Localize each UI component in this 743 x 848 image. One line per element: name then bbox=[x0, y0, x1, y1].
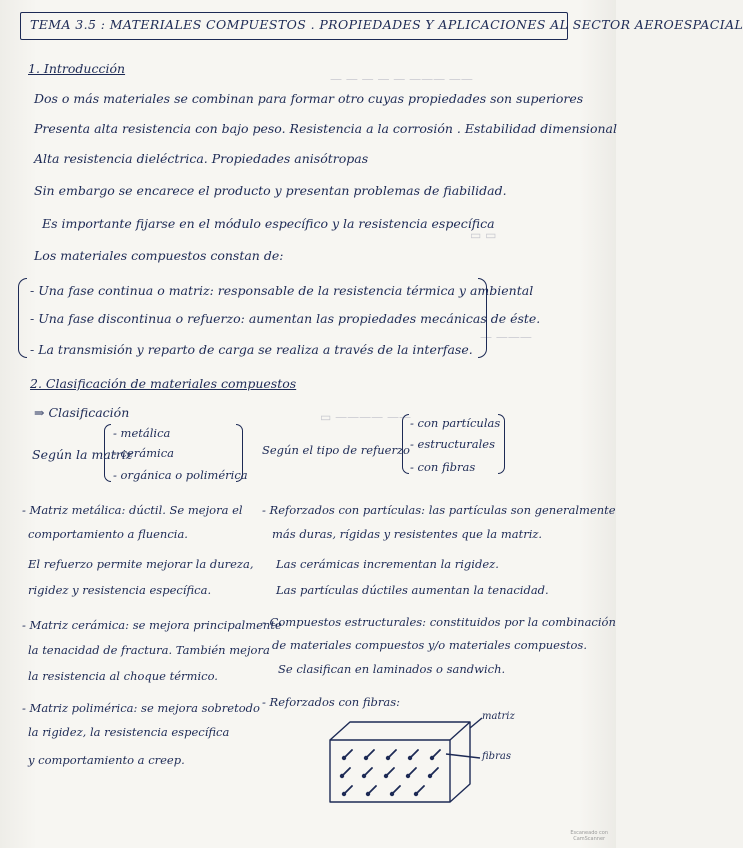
right-brace bbox=[478, 278, 487, 358]
matrix-note-line: y comportamiento a creep. bbox=[28, 753, 185, 767]
classification-subheading: ⇒ Clasificación bbox=[34, 405, 130, 420]
reinforcement-note-line: Se clasifican en laminados o sandwich. bbox=[278, 662, 506, 676]
matrix-item: - cerámica bbox=[113, 446, 175, 460]
intro-line: Sin embargo se encarece el producto y presentan problemas de fiabilidad. bbox=[34, 183, 507, 198]
matrix-note-line: la resistencia al choque térmico. bbox=[28, 669, 218, 683]
matrix-note-line: la rigidez, la resistencia específica bbox=[28, 725, 230, 739]
reinforcement-brace bbox=[402, 414, 409, 474]
intro-line: Alta resistencia dieléctrica. Propiedades anisótropas bbox=[34, 151, 369, 166]
matrix-note-line: - Matriz polimérica: se mejora sobretodo bbox=[22, 701, 260, 715]
bleed-through: ▭ ▭ bbox=[470, 228, 497, 242]
reinforcement-note-line: Las cerámicas incrementan la rigidez. bbox=[276, 557, 499, 571]
reinforcement-note-line: - Reforzados con partículas: las partículas son generalmente bbox=[262, 503, 616, 517]
matrix-note-line: comportamiento a fluencia. bbox=[28, 527, 188, 541]
matrix-note-line: - Matriz cerámica: se mejora principalmente bbox=[22, 618, 282, 632]
page-title: TEMA 3.5 : MATERIALES COMPUESTOS . PROPIEDADES Y APLICACIONES AL SECTOR AEROESPACIAL bbox=[30, 17, 743, 32]
intro-line: Es importante fijarse en el módulo específico y la resistencia específica bbox=[42, 216, 495, 231]
reinforcement-note-line: más duras, rígidas y resistentes que la matriz. bbox=[272, 527, 543, 541]
matrix-note-line: la tenacidad de fractura. También mejora bbox=[28, 643, 270, 657]
scanner-line: Escaneado con bbox=[570, 830, 608, 836]
component-line: - Una fase continua o matriz: responsable de la resistencia térmica y ambiental bbox=[30, 283, 534, 298]
section-heading-introduction: 1. Introducción bbox=[28, 61, 126, 76]
intro-line: Los materiales compuestos constan de: bbox=[34, 248, 284, 263]
scanner-watermark bbox=[570, 830, 608, 842]
matrix-brace-close bbox=[236, 424, 243, 482]
matrix-note-line: rigidez y resistencia específica. bbox=[28, 583, 212, 597]
intro-line: Dos o más materiales se combinan para formar otro cuyas propiedades son superiores bbox=[34, 91, 584, 106]
matrix-note-line: - Matriz metálica: dúctil. Se mejora el bbox=[22, 503, 243, 517]
reinforcement-note-line: de materiales compuestos y/o materiales compuestos. bbox=[272, 638, 587, 652]
reinforcement-item: - estructurales bbox=[410, 437, 495, 451]
reinforcement-item: - con fibras bbox=[410, 460, 476, 474]
reinforcement-note-line: Las partículas dúctiles aumentan la tenacidad. bbox=[276, 583, 549, 597]
reinforcement-brace-close bbox=[498, 414, 505, 474]
bleed-through: — — — — — ——— —— bbox=[330, 72, 473, 86]
section-heading-classification: 2. Clasificación de materiales compuestos bbox=[30, 376, 297, 391]
bleed-through: — ——— bbox=[480, 330, 532, 344]
matrix-item: - orgánica o polimérica bbox=[113, 468, 248, 482]
matrix-note-line: El refuerzo permite mejorar la dureza, bbox=[28, 557, 254, 571]
component-line: - La transmisión y reparto de carga se realiza a través de la interfase. bbox=[30, 342, 473, 357]
reinforcement-note-line: - Reforzados con fibras: bbox=[262, 695, 401, 709]
matrix-label: Según la matriz bbox=[32, 447, 133, 462]
bleed-through: ▭ ———— —— bbox=[320, 410, 411, 424]
matrix-item: - metálica bbox=[113, 426, 171, 440]
reinforcement-label: Según el tipo de refuerzo bbox=[262, 443, 410, 457]
matrix-brace bbox=[104, 424, 111, 482]
reinforcement-note-line: - Compuestos estructurales: constituidos por la combinación bbox=[262, 615, 616, 629]
diagram-label-matrix: matriz bbox=[482, 711, 515, 722]
diagram-label-fibers: fibras bbox=[482, 751, 511, 762]
component-line: - Una fase discontinua o refuerzo: aumentan las propiedades mecánicas de éste. bbox=[30, 311, 541, 326]
reinforcement-item: - con partículas bbox=[410, 416, 501, 430]
intro-line: Presenta alta resistencia con bajo peso. Resistencia a la corrosión . Estabilidad dimensional bbox=[34, 121, 618, 136]
left-brace bbox=[18, 278, 27, 358]
scanner-line: CamScanner bbox=[573, 836, 606, 842]
